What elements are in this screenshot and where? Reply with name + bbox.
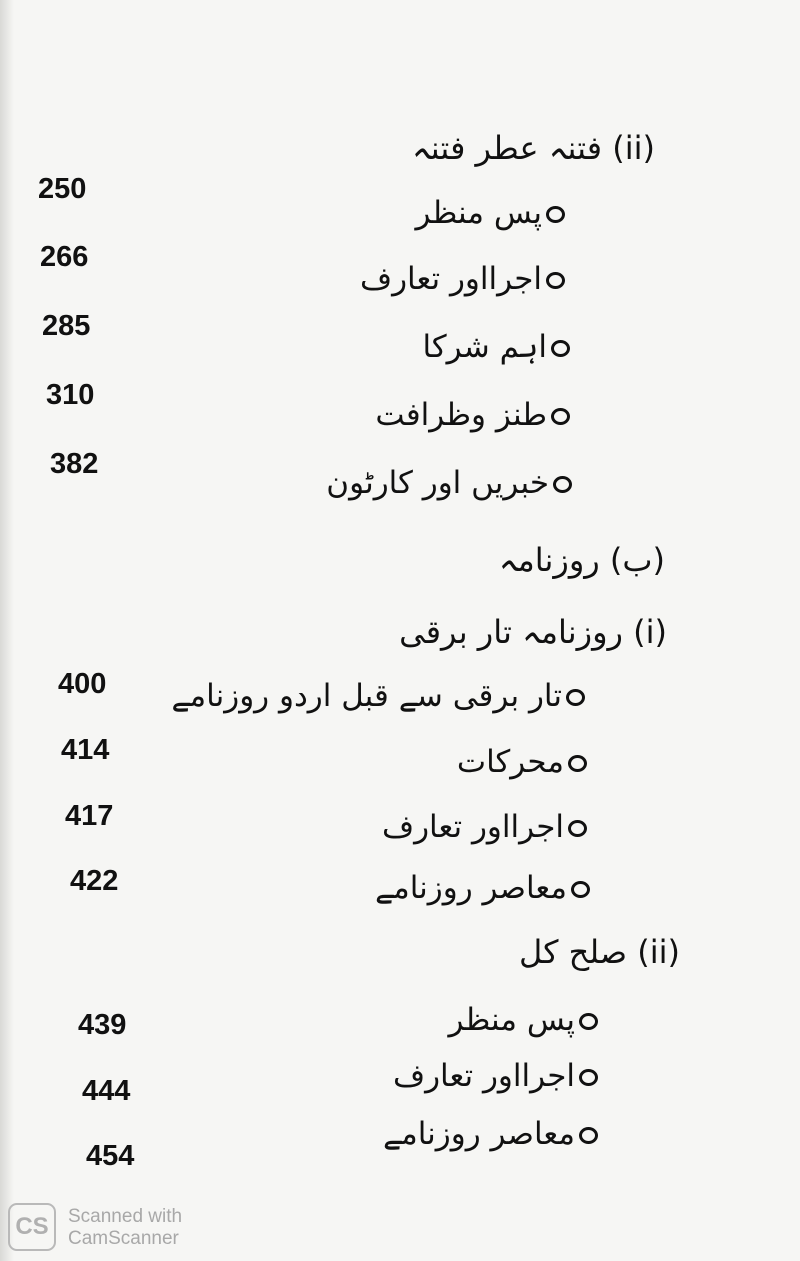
toc-entry <box>416 193 566 233</box>
toc-entry <box>449 1000 599 1040</box>
circle-bullet-icon <box>579 1013 598 1030</box>
toc-entry-page: 250 <box>38 173 87 205</box>
toc-entry-page: 400 <box>58 668 107 700</box>
scanner-watermark <box>68 1206 182 1250</box>
toc-entry-label: اجرااور تعارف <box>381 809 564 845</box>
toc-entry <box>422 327 570 367</box>
toc-entry-label: پس منظر <box>448 1002 575 1038</box>
circle-bullet-icon <box>571 881 590 898</box>
circle-bullet-icon <box>566 689 585 706</box>
toc-entry-page: 414 <box>61 734 110 766</box>
toc-entry-page: 266 <box>40 241 89 273</box>
toc-entry-label: پس منظر <box>415 195 542 231</box>
toc-entry-label: اجرااور تعارف <box>359 261 542 297</box>
toc-entry-label: خبریں اور کارٹون <box>326 465 549 501</box>
daily-ii-heading: (ii) صلح کل <box>519 933 680 971</box>
daily-i-heading: (i) روزنامہ تار برقی <box>399 613 667 651</box>
watermark-line-2: CamScanner <box>68 1228 179 1249</box>
circle-bullet-icon <box>568 820 587 837</box>
circle-bullet-icon <box>579 1069 598 1086</box>
toc-entry-label: معاصر روزنامے <box>374 870 567 906</box>
circle-bullet-icon <box>553 476 572 493</box>
circle-bullet-icon <box>551 408 570 425</box>
watermark-line-1: Scanned with <box>68 1206 183 1227</box>
toc-entry-label: طنز وظرافت <box>375 397 547 433</box>
toc-entry-label: معاصر روزنامے <box>382 1116 575 1152</box>
toc-entry <box>375 868 590 908</box>
toc-entry-label: محرکات <box>456 744 564 780</box>
camscanner-logo-icon: CS <box>8 1203 56 1251</box>
circle-bullet-icon <box>546 206 565 223</box>
toc-entry <box>326 463 572 503</box>
toc-entry-label: اہم شرکا <box>422 329 547 365</box>
toc-entry-label: اجرااور تعارف <box>392 1058 575 1094</box>
section-ii-heading: (ii) فتنہ عطر فتنہ <box>412 129 655 167</box>
circle-bullet-icon <box>551 340 570 357</box>
toc-entry-page: 422 <box>70 865 119 897</box>
toc-entry-page: 382 <box>50 448 99 480</box>
toc-entry-page: 444 <box>82 1075 131 1107</box>
circle-bullet-icon <box>546 272 565 289</box>
toc-entry <box>171 676 585 716</box>
toc-entry <box>382 807 587 847</box>
toc-entry-label: تار برقی سے قبل اردو روزنامے <box>171 678 562 714</box>
circle-bullet-icon <box>568 755 587 772</box>
toc-entry <box>383 1114 598 1154</box>
toc-entry-page: 417 <box>65 800 114 832</box>
toc-entry-page: 439 <box>78 1009 127 1041</box>
toc-entry <box>360 259 565 299</box>
toc-entry <box>393 1056 598 1096</box>
part-b-heading: (ب) روزنامہ <box>498 541 665 579</box>
toc-entry <box>457 742 587 782</box>
page-edge-shadow <box>0 0 14 1261</box>
circle-bullet-icon <box>579 1127 598 1144</box>
toc-entry <box>375 395 570 435</box>
toc-entry-page: 454 <box>86 1140 135 1172</box>
toc-entry-page: 310 <box>46 379 95 411</box>
toc-entry-page: 285 <box>42 310 91 342</box>
